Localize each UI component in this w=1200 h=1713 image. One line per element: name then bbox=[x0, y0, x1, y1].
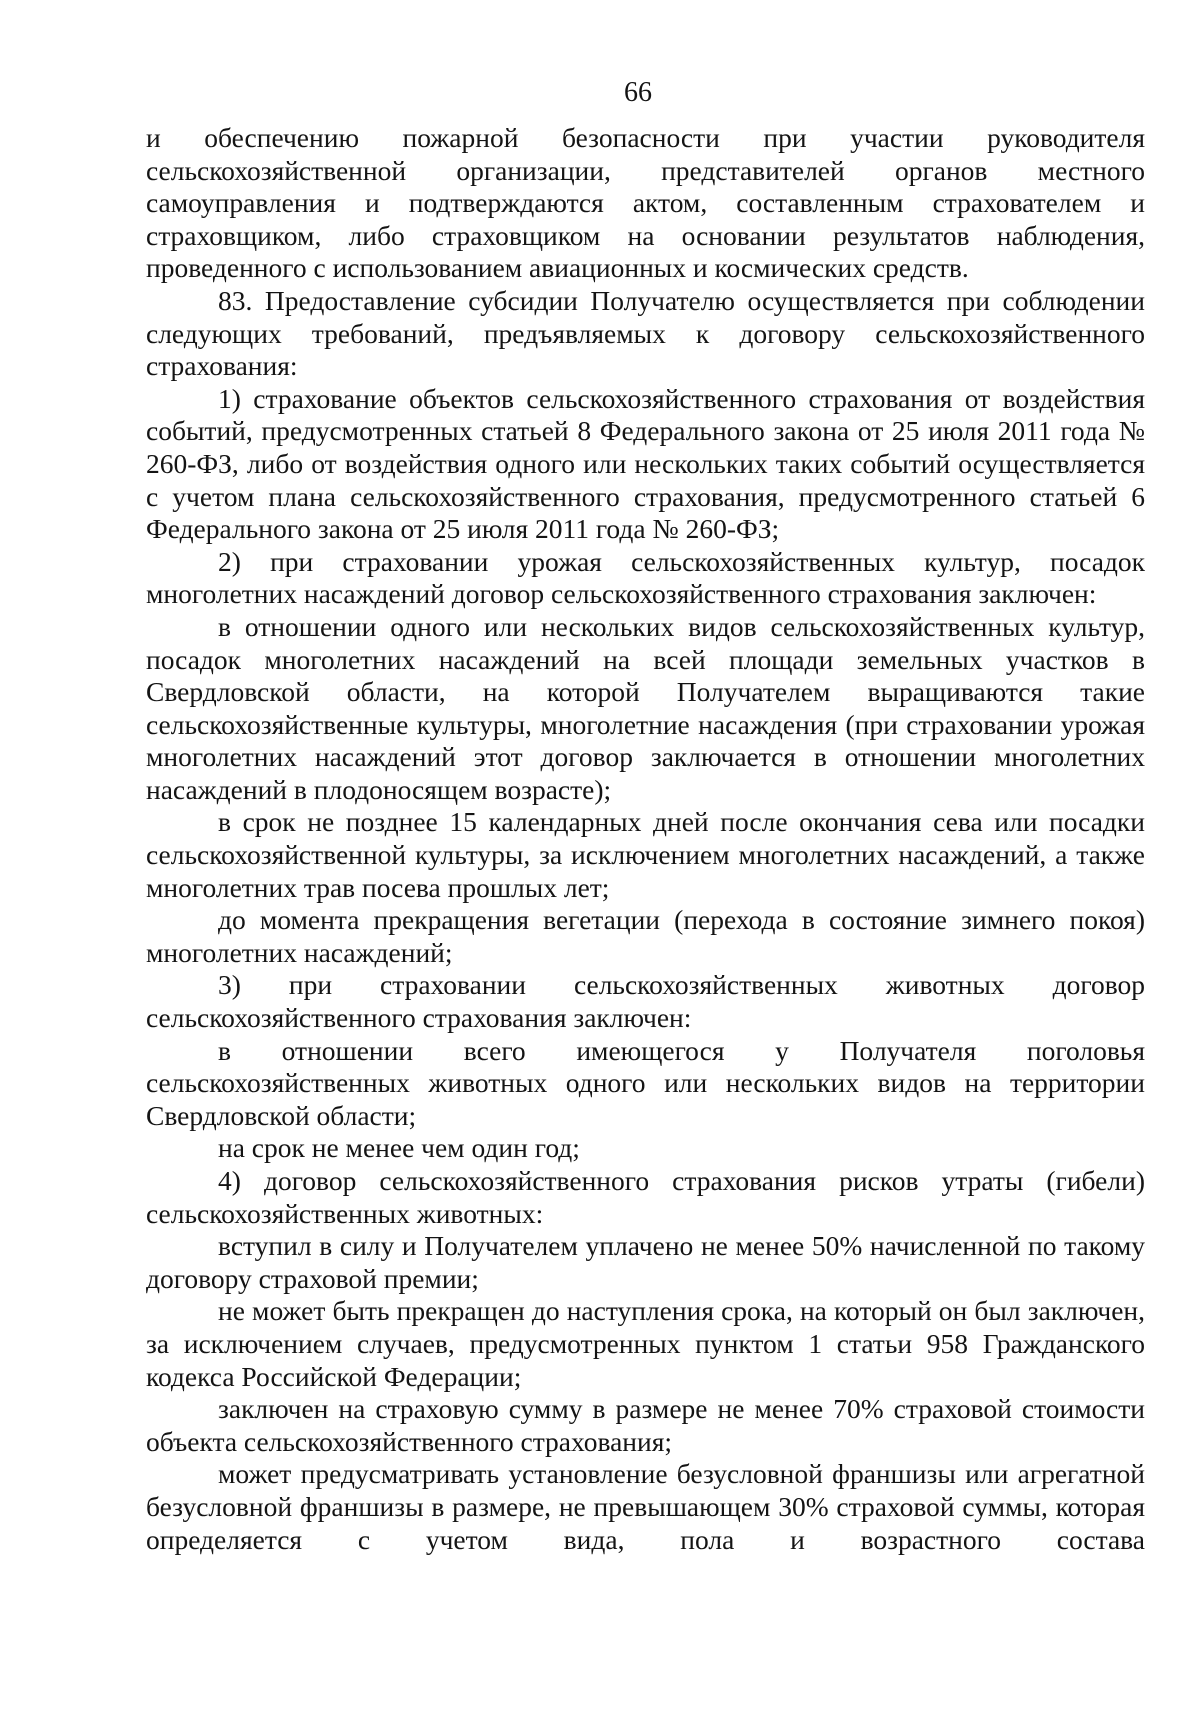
paragraph-subitem-4-premium: вступил в силу и Получателем уплачено не менее 50% начисленной по такому договору страховой премии; bbox=[146, 1230, 1145, 1294]
paragraph-subitem-3-term: на срок не менее чем один год; bbox=[218, 1132, 580, 1164]
paragraph-subitem-4-deductible: может предусматривать установление безусловной франшизы или агрегатной безусловной франшизы в размере, не превышающем 30% страховой суммы, которая определяется с учетом вида, пола и возрастного состава bbox=[146, 1458, 1145, 1555]
paragraph-subitem-4-termination: не может быть прекращен до наступления срока, на который он был заключен, за исключением случаев, предусмотренных пунктом 1 статьи 958 Гражданского кодекса Российской Федерации; bbox=[146, 1295, 1145, 1392]
paragraph-subitem-3: 3) при страховании сельскохозяйственных животных договор сельскохозяйственного страхования заключен: bbox=[146, 969, 1145, 1034]
paragraph-subitem-1: 1) страхование объектов сельскохозяйственного страхования от воздействия событий, предусмотренных статьей 8 Федерального закона от 25 июля 2011 года № 260-ФЗ, либо от воздействия одного или нескольких таких событий осуществляется с учетом плана сельскохозяйственного страхования, предусмотренного статьей 6 Федерального закона от 25 июля 2011 года № 260-ФЗ; bbox=[146, 382, 1145, 545]
paragraph-subitem-4-sum-insured: заключен на страховую сумму в размере не менее 70% страховой стоимости объекта сельскохозяйственного страхования; bbox=[146, 1393, 1145, 1457]
page-number: 66 bbox=[624, 77, 652, 108]
paragraph-subitem-2-perennial: до момента прекращения вегетации (перехода в состояние зимнего покоя) многолетних насаждений; bbox=[146, 904, 1145, 968]
paragraph-subitem-2-scope: в отношении одного или нескольких видов сельскохозяйственных культур, посадок многолетних насаждений на всей площади земельных участков в Свердловской области, на которой Получателем выращиваются такие сельскохозяйственные культуры, многолетние насаждения (при страховании урожая многолетних насаждений этот договор заключается в отношении многолетних насаждений в плодоносящем возрасте); bbox=[146, 610, 1145, 805]
document-body bbox=[146, 122, 1145, 1556]
paragraph-item-83: 83. Предоставление субсидии Получателю осуществляется при соблюдении следующих требований, предъявляемых к договору сельскохозяйственного страхования: bbox=[146, 284, 1145, 382]
paragraph-continuation: и обеспечению пожарной безопасности при участии руководителя сельскохозяйственной организации, представителей органов местного самоуправления и подтверждаются актом, составленным страхователем и страховщиком, либо страховщиком на основании результатов наблюдения, проведенного с использованием авиационных и космических средств. bbox=[146, 122, 1145, 284]
paragraph-subitem-4: 4) договор сельскохозяйственного страхования рисков утраты (гибели) сельскохозяйственных животных: bbox=[146, 1165, 1145, 1229]
paragraph-subitem-2: 2) при страховании урожая сельскохозяйственных культур, посадок многолетних насаждений договор сельскохозяйственного страхования заключен: bbox=[146, 545, 1145, 610]
paragraph-subitem-3-livestock: в отношении всего имеющегося у Получателя поголовья сельскохозяйственных животных одного или нескольких видов на территории Свердловской области; bbox=[146, 1034, 1145, 1131]
paragraph-subitem-2-deadline: в срок не позднее 15 календарных дней после окончания сева или посадки сельскохозяйственной культуры, за исключением многолетних насаждений, а также многолетних трав посева прошлых лет; bbox=[146, 806, 1145, 903]
